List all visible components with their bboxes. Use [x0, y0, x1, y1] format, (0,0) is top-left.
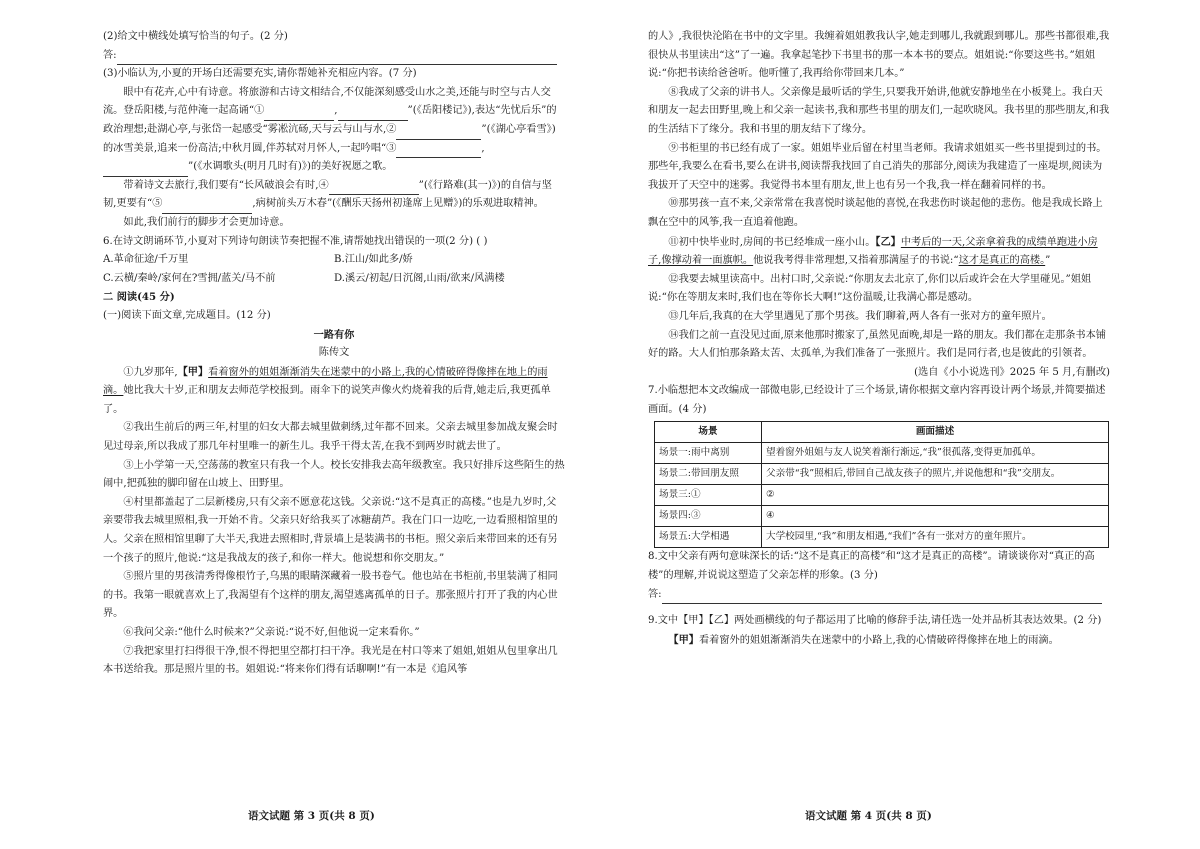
table-cell: 场景四:③ [655, 506, 762, 527]
blank-1b[interactable] [338, 108, 408, 121]
blank-4[interactable] [329, 182, 419, 195]
poem-paragraph-3: 如此,我们前行的脚步才会更加诗意。 [123, 216, 290, 228]
section-instruction: (一)阅读下面文章,完成题目。(12 分) [103, 309, 271, 321]
blank-1[interactable] [264, 108, 334, 121]
article-paragraph-2: ②我出生前后的两三年,村里的妇女大都去城里做刺绣,过年都不回来。父亲去城里参加战友聚会时见过母亲,所以我成了那几年村里唯一的新生儿。我乎干得太苦,在我不到两岁时就去世了。 [103, 422, 558, 453]
article-paragraph-10: ⑩那男孩一直不来,父亲常常在我喜悦时谈起他的喜悦,在我悲伤时谈起他的悲伤。他是我成长路上飘在空中的风筝,我一直追着他跑。 [648, 198, 1103, 228]
q7: 7.小临想把本文改编成一部微电影,已经设计了三个场景,请你根据文章内容再设计两个场景,并简要描述画面。(4 分) [648, 385, 1106, 415]
answer-line[interactable] [117, 52, 557, 65]
right-page [648, 28, 1110, 808]
table-cell: 场景二:带回朋友照 [655, 464, 762, 485]
article-paragraph-13: ⑬几年后,我真的在大学里遇见了那个男孩。我们聊着,两人各有一张对方的童年照片。 [668, 310, 1052, 322]
blank-3[interactable] [396, 145, 481, 158]
q5-3: (3)小临认为,小夏的开场白还需要充实,请你帮她补充相应内容。(7 分) [103, 68, 417, 80]
table-row [655, 485, 1109, 506]
table-header: 场景 [655, 422, 762, 443]
poem-paragraph-2: 带着诗文去旅行,我们要有“长风破浪会有时,④ ”(《行路难(其一)》)的自信与坚韧,更要有“⑤ ,病树前头万木春”(《酬乐天扬州初逢席上见赠》)的乐观进取精神。 [103, 177, 565, 214]
article-paragraph-7-cont: 的人》,我很快沦陷在书中的文字里。我缠着姐姐教我认字,她走到哪儿,我就跟到哪儿。那些书都很难,我很快从书里读出“这”了一遍。我拿起笔抄下书里书的那一本本书的要点。姐姐说:“你要这些书。”姐姐说:“你把书读给爸爸听。他听懂了,我再给你带回来几本。” [648, 31, 1110, 80]
option-c[interactable]: C.云横/秦岭/家何在?雪拥/蓝关/马不前 [103, 272, 276, 284]
article-paragraph-8: ⑧我成了父亲的讲书人。父亲像是最听话的学生,只要我开始讲,他就安静地坐在小板凳上。我白天和朋友一起去田野里,晚上和父亲一起读书,我和那些书里的朋友们,一起吹晓风。我书里的那些朋友,和我的生活结下了缘分。我和书里的朋友结下了缘分。 [648, 86, 1110, 135]
poem-paragraph-1: 眼中有花卉,心中有诗意。将旅游和古诗文相结合,不仅能深刻感受山水之美,还能与时空与古人交流。登岳阳楼,与范仲淹一起高诵“① , ”(《岳阳楼记》),表达“先忧后乐”的政治理想;赴湖心亭,与张岱一起感受“雾凇沆砀,天与云与山与水,② ”(《湖心亭看雪》)的冰雪美景,追来一份高洁;中秋月圆,伴苏轼对月怀人,一起吟唱“③ ,”(《水调歌头(明月几时有)》)的美好祝愿之歌。 [103, 84, 565, 177]
option-a[interactable]: A.革命征途/千万里 [103, 254, 189, 266]
article-paragraph-4: ④村里都盖起了二层新楼房,只有父亲不愿意花这钱。父亲说:“这不是真正的高楼。”也是九岁时,父亲要带我去城里照相,我一开始不肯。父亲只好给我买了冰糖葫芦。我在门口一边吃,一边看照相馆里的人。父亲在照相馆里聊了大半天,我进去照相时,背景墙上是装满书的书柜。照父亲后来带回来的还有另一个孩子的照片,他说:“这是我战友的孩子,和你一样大。他说想和你交朋友。” [103, 496, 558, 564]
option-b[interactable]: B.江山/如此多/娇 [334, 254, 413, 266]
q5-2: (2)给文中横线处填写恰当的句子。(2 分) [103, 31, 288, 42]
table-row [655, 443, 1109, 464]
page-footer-left: 语文试题 第 3 页(共 8 页) [248, 810, 375, 822]
table-cell: 场景一:雨中离别 [655, 443, 762, 464]
article-source: (选自《小小说选刊》2025 年 5 月,有删改) [914, 366, 1110, 378]
spacer [648, 604, 1110, 612]
article-paragraph-5: ⑤照片里的男孩清秀得像根竹子,乌黑的眼睛深藏着一股书卷气。他也站在书柜前,书里装满了相同的书。我第一眼就喜欢上了,我渴望有个这样的朋友,渴望逃离孤单的日子。那张照片打开了我的内心世界。 [103, 571, 558, 620]
article-paragraph-3: ③上小学第一天,空荡荡的教室只有我一个人。校长安排我去高年级教室。我只好排斥这些陌生的热闹中,把孤独的脚印留在山坡上、田野里。 [103, 459, 565, 490]
table-row [655, 527, 1109, 548]
article-paragraph-7: ⑦我把家里打扫得很干净,恨不得把里空都打扫干净。我光是在村口等来了姐姐,姐姐从包里拿出几本书送给我。那是照片里的书。姐姐说:“将来你们得有话聊啊!”有一本是《追风筝 [103, 645, 558, 676]
blank-3b[interactable] [103, 164, 188, 177]
q9: 9.文中【甲】【乙】两处画横线的句子都运用了比喻的修辞手法,请任选一处并品析其表达效果。(2 分) [648, 615, 1102, 627]
blank-2[interactable] [396, 127, 481, 140]
answer-line[interactable] [662, 591, 1102, 604]
article-paragraph-9: ⑨书柜里的书已经有成了一家。姐姐毕业后留在村里当老师。我请求姐姐买一些书里提到过的书。那些年,我要么在看书,要么在讲书,阅读帮我找回了自己消失的那部分,阅读为我建造了一座堤坝,阅读为我拔开了天空中的迷雾。我觉得书本里有朋友,世上也有另一个我,我一样在翻着同样的书。 [648, 142, 1107, 191]
q6: 6.在诗文朗诵环节,小夏对下列诗句朗读节奏把握不准,请帮她找出错误的一项(2 分) ( ) [103, 235, 488, 247]
scene-table [654, 421, 1109, 548]
q6-options [103, 251, 565, 288]
table-cell: 大学校园里,“我”和朋友相遇,“我们”各有一张对方的童年照片。 [762, 527, 1109, 548]
table-cell: 场景三:① [655, 485, 762, 506]
table-cell: 场景五:大学相遇 [655, 527, 762, 548]
page-footer-right: 语文试题 第 4 页(共 8 页) [805, 810, 932, 822]
table-row [655, 506, 1109, 527]
section-heading: 二 阅读(45 分) [103, 291, 175, 304]
option-d[interactable]: D.溪云/初起/日沉阁,山雨/欲来/风满楼 [334, 272, 505, 284]
article-paragraph-11: ⑪初中快毕业时,房间的书已经堆成一座小山。【乙】中考后的一天,父亲拿着我的成绩单跑进小房子,像撑动着一面旗帜。他说我考得非常理想,又指着那满屋子的书说:“这才是真正的高楼。” [648, 235, 1098, 267]
table-cell: 父亲带“我”照相后,带回自己战友孩子的照片,并说他想和“我”交朋友。 [762, 464, 1109, 485]
article-paragraph-6: ⑥我问父亲:“他什么时候来?”父亲说:“说不好,但他说一定来看你。” [123, 627, 420, 638]
blank-5[interactable] [162, 201, 252, 214]
q8: 8.文中父亲有两句意味深长的话:“这不是真正的高楼”和“这才是真正的高楼”。请谈谈你对“真正的高楼”的理解,并说说这塑造了父亲怎样的形象。(3 分) [648, 551, 1095, 582]
table-cell-answer[interactable]: ② [762, 485, 1109, 506]
article-paragraph-1: ①九岁那年,【甲】看着窗外的姐姐渐渐消失在迷蒙中的小路上,我的心情破碎得像摔在地上的雨滴。她比我大十岁,正和朋友去师范学校报到。雨伞下的说笑声像火灼烧着我的后背,她走后,我更孤单了。 [103, 365, 551, 415]
article-author: 陈传文 [318, 347, 350, 359]
table-cell: 望着窗外姐姐与友人说笑着渐行渐远,“我”很孤落,变得更加孤单。 [762, 443, 1109, 464]
article-paragraph-14: ⑭我们之前一直没见过面,原来他那时搬家了,虽然见面晚,却是一路的朋友。我们都在走那条书本铺好的路。大人们怕那条路太苦、太孤单,为我们准备了一张照片。我们是同行者,也是彼此的引领者。 [648, 329, 1106, 360]
q5-2-answer: 答: [103, 47, 565, 66]
q9-quote: 【甲】看着窗外的姐姐渐渐消失在迷蒙中的小路上,我的心情破碎得像摔在地上的雨滴。 [668, 633, 1059, 646]
table-cell-answer[interactable]: ④ [762, 506, 1109, 527]
left-page [103, 28, 565, 808]
table-header: 画面描述 [762, 422, 1109, 443]
q8-answer: 答: [648, 586, 1110, 605]
article-title: 一路有你 [313, 328, 355, 341]
article-paragraph-12: ⑫我要去城里读高中。出村口时,父亲说:“你朋友去北京了,你们以后或许会在大学里碰见。”姐姐说:“你在等朋友来时,我们也在等你长大啊!”这份温暖,让我满心都是感动。 [648, 273, 1092, 304]
table-header-row [655, 422, 1109, 443]
table-row [655, 464, 1109, 485]
